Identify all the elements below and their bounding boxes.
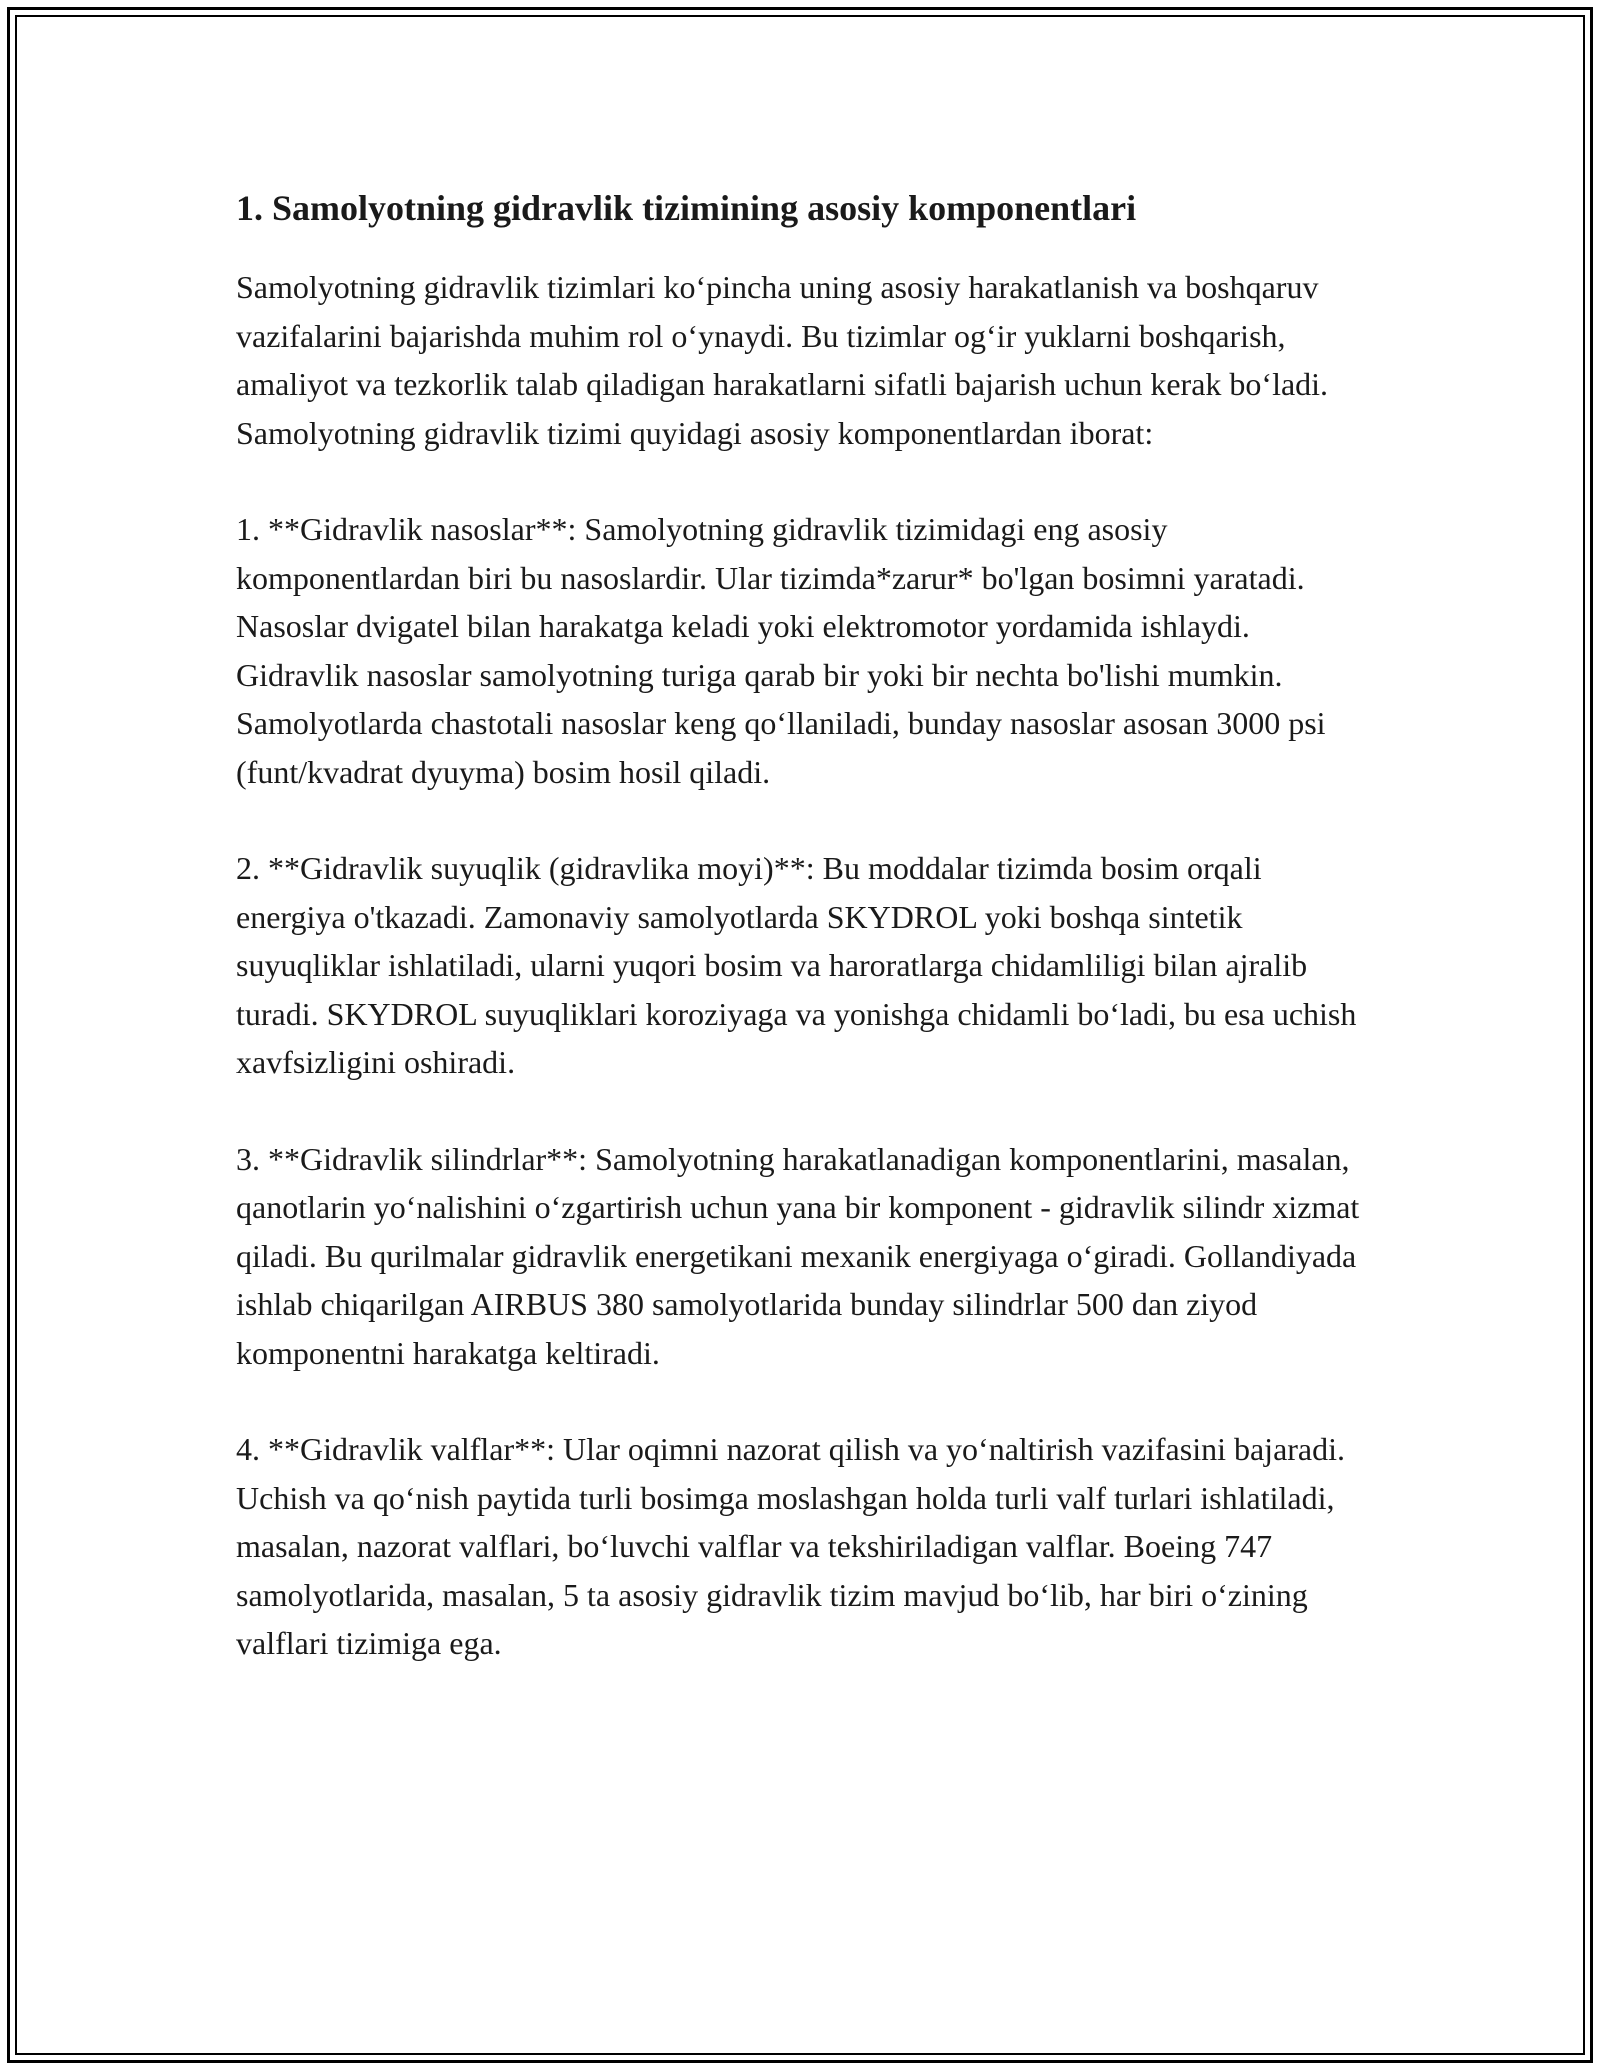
paragraph-hydraulic-cylinders: 3. **Gidravlik silindrlar**: Samolyotning harakatlanadigan komponentlarini, masalan, qanotlarin yo‘nalishini o‘zgartirish uchun yana bir komponent - gidravlik silindr xizmat qiladi. Bu qurilmalar gidravlik energetikani mexanik energiyaga o‘giradi. Gollandiyada ishlab chiqarilgan AIRBUS 380 samolyotlarida bunday silindrlar 500 dan ziyod komponentni harakatga keltiradi. xyxy=(236,1140,1360,1371)
document-body xyxy=(236,183,1366,1716)
paragraph-hydraulic-fluid: 2. **Gidravlik suyuqlik (gidravlika moyi)**: Bu moddalar tizimda bosim orqali energiya o'tkazadi. Zamonaviy samolyotlarda SKYDROL yoki boshqa sintetik suyuqliklar ishlatiladi, ularni yuqori bosim va haroratlarga chidamliligi bilan ajralib turadi. SKYDROL suyuqliklari koroziyaga va yonishga chidamli bo‘ladi, bu esa uchish xavfsizligini oshiradi. xyxy=(236,850,1357,1080)
section-heading: 1. Samolyotning gidravlik tizimining asosiy komponentlari xyxy=(236,188,1137,228)
paragraph-hydraulic-pumps: 1. **Gidravlik nasoslar**: Samolyotning gidravlik tizimidagi eng asosiy komponentlardan biri bu nasoslardir. Ular tizimda*zarur* bo'lgan bosimni yaratadi. Nasoslar dvigatel bilan harakatga keladi yoki elektromotor yordamida ishlaydi. Gidravlik nasoslar samolyotning turiga qarab bir yoki bir nechta bo'lishi mumkin. Samolyotlarda chastotali nasoslar keng qo‘llaniladi, bunday nasoslar asosan 3000 psi (funt/kvadrat dyuyma) bosim hosil qiladi. xyxy=(236,511,1326,790)
paragraph-hydraulic-valves: 4. **Gidravlik valflar**: Ular oqimni nazorat qilish va yo‘naltirish vazifasini bajaradi. Uchish va qo‘nish paytida turli bosimga moslashgan holda turli valf turlari ishlatiladi, masalan, nazorat valflari, bo‘luvchi valflar va tekshiriladigan valflar. Boeing 747 samolyotlarida, masalan, 5 ta asosiy gidravlik tizim mavjud bo‘lib, har biri o‘zining valflari tizimiga ega. xyxy=(236,1431,1346,1661)
intro-paragraph: Samolyotning gidravlik tizimlari ko‘pincha uning asosiy harakatlanish va boshqaruv vazifalarini bajarishda muhim rol o‘ynaydi. Bu tizimlar og‘ir yuklarni boshqarish, amaliyot va tezkorlik talab qiladigan harakatlarni sifatli bajarish uchun kerak bo‘ladi. Samolyotning gidravlik tizimi quyidagi asosiy komponentlardan iborat: xyxy=(236,269,1329,451)
